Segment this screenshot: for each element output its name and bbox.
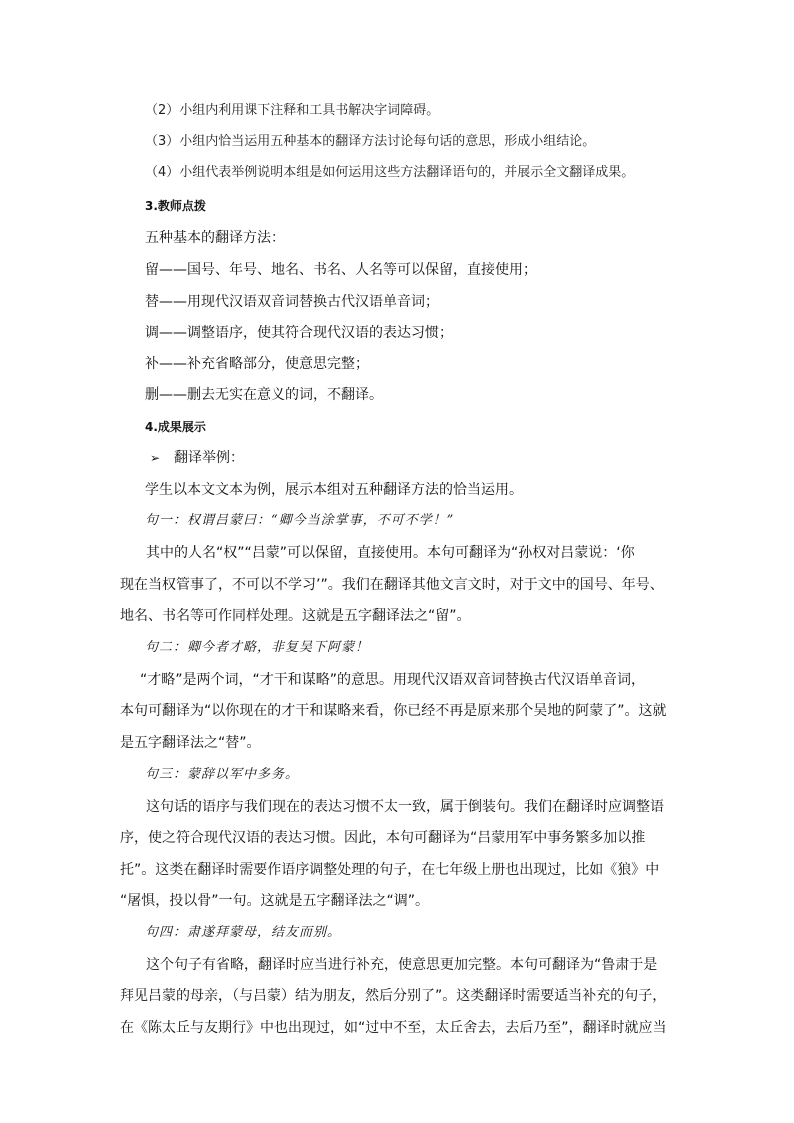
method-tiao: 调——调整语序，使其符合现代汉语的表达习惯； (145, 325, 453, 341)
arrow-bullet-icon: ➢ (150, 451, 161, 465)
example-1-label: 句一：权谓吕蒙曰：“卿今当涂掌事，不可不学！” (145, 513, 455, 528)
section-3-heading: 3.教师点拨 (145, 199, 206, 213)
example-4-label: 句四：肃遂拜蒙母，结友而别。 (145, 925, 342, 940)
example-3-label: 句三：蒙辞以军中多务。 (145, 767, 300, 782)
translation-example-bullet (150, 448, 244, 468)
method-liu: 留——国号、年号、地名、书名、人名等可以保留，直接使用； (145, 262, 537, 278)
example-3-line-2: 序，使之符合现代汉语的表达习惯。因此，本句可翻译为“吕蒙用军中事务繁多加以推 (120, 830, 646, 846)
step-4: （4）小组代表举例说明本组是如何运用这些方法翻译语句的，并展示全文翻译成果。 (145, 165, 635, 180)
example-3-line-4: “屠惧，投以骨”一句。这就是五字翻译法之“调”。 (120, 893, 430, 909)
section-4-heading: 4.成果展示 (145, 420, 206, 434)
example-1-line-1: 其中的人名“权”“吕蒙”可以保留，直接使用。本句可翻译为“孙权对吕蒙说：‘你 (146, 545, 635, 561)
example-4-line-3: 在《陈太丘与友期行》中也出现过，如“过中不至，太丘舍去，去后乃至”，翻译时就应当 (120, 1020, 667, 1036)
example-1-line-2: 现在当权管事了，不可以不学习’”。我们在翻译其他文言文时，对于文中的国号、年号、 (120, 577, 664, 593)
bullet-label: 翻译举例： (174, 450, 244, 466)
step-2: （2）小组内利用课下注释和工具书解决字词障碍。 (145, 103, 440, 118)
example-4-line-2: 拜见吕蒙的母亲，（与吕蒙）结为朋友，然后分别了”。这类翻译时需要适当补充的句子， (120, 988, 667, 1004)
section-4-intro: 学生以本文文本为例，展示本组对五种翻译方法的恰当运用。 (145, 482, 523, 498)
method-bu: 补——补充省略部分，使意思完整； (145, 356, 369, 372)
example-1-line-3: 地名、书名等可作同样处理。这就是五字翻译法之“留”。 (120, 608, 471, 624)
method-ti: 替——用现代汉语双音词替换古代汉语单音词； (145, 294, 439, 310)
methods-intro: 五种基本的翻译方法： (145, 230, 285, 246)
example-4-line-1: 这个句子有省略，翻译时应当进行补充，使意思更加完整。本句可翻译为“鲁肃于是 (146, 957, 658, 973)
example-2-line-3: 是五字翻译法之“替”。 (120, 735, 261, 751)
example-2-line-1: “才略”是两个词，“才干和谋略”的意思。用现代汉语双音词替换古代汉语单音词， (140, 672, 646, 688)
example-2-label: 句二：卿今者才略，非复吴下阿蒙！ (145, 640, 370, 655)
step-3: （3）小组内恰当运用五种基本的翻译方法讨论每句话的意思，形成小组结论。 (145, 134, 596, 149)
example-3-line-1: 这句话的语序与我们现在的表达习惯不太一致，属于倒装句。我们在翻译时应调整语 (146, 799, 664, 815)
method-shan: 删——删去无实在意义的词，不翻译。 (145, 387, 383, 403)
example-2-line-2: 本句可翻译为“以你现在的才干和谋略来看，你已经不再是原来那个吴地的阿蒙了”。这就 (120, 703, 667, 719)
example-3-line-3: 托”。这类在翻译时需要作语序调整处理的句子，在七年级上册也出现过，比如《狼》中 (120, 862, 660, 878)
